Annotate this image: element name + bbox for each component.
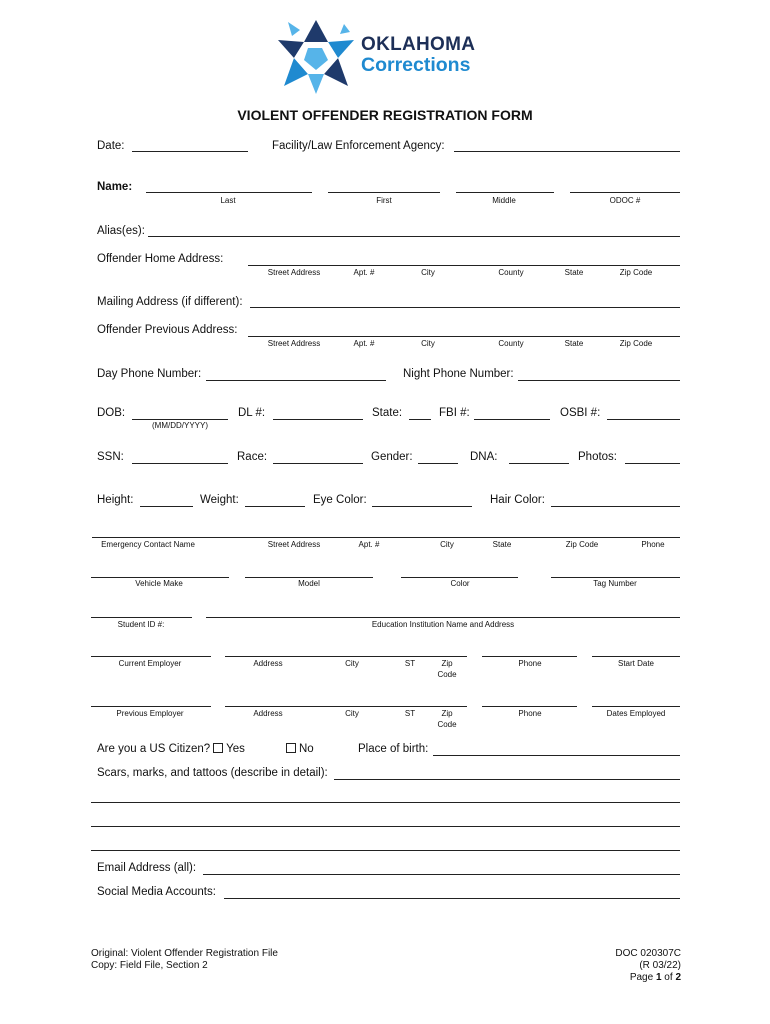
tag-number-caption: Tag Number xyxy=(593,579,637,588)
doc-number: DOC 020307C xyxy=(615,948,681,959)
current-employer-field[interactable] xyxy=(91,656,211,657)
state-caption: State xyxy=(564,339,584,348)
mailing-address-label: Mailing Address (if different): xyxy=(97,296,243,308)
middle-name-field[interactable] xyxy=(456,192,554,193)
hair-color-label: Hair Color: xyxy=(490,494,545,506)
race-field[interactable] xyxy=(273,463,363,464)
no-label: No xyxy=(299,743,314,755)
revision: (R 03/22) xyxy=(639,960,681,971)
student-id-caption: Student ID #: xyxy=(117,620,165,629)
prev-employer-address-caption: Address xyxy=(253,709,283,718)
employer-st-caption: ST xyxy=(404,659,416,668)
osbi-label: OSBI #: xyxy=(560,407,601,419)
home-address-label: Offender Home Address: xyxy=(97,253,224,265)
current-employer-caption: Current Employer xyxy=(118,659,182,668)
yes-checkbox[interactable] xyxy=(213,743,223,753)
dates-employed-caption: Dates Employed xyxy=(606,709,666,718)
prev-employer-code-caption: Code xyxy=(437,720,457,729)
footer-left xyxy=(91,948,278,972)
state-label: State: xyxy=(372,407,403,419)
county-caption: County xyxy=(498,339,524,348)
agency-label: Facility/Law Enforcement Agency: xyxy=(272,140,445,152)
employer-code-caption: Code xyxy=(437,670,457,679)
emergency-zip-caption: Zip Code xyxy=(565,540,599,549)
hair-color-field[interactable] xyxy=(551,506,680,507)
birthplace-label: Place of birth: xyxy=(358,743,429,755)
current-employer-address-field[interactable] xyxy=(225,656,467,657)
previous-employer-address-field[interactable] xyxy=(225,706,467,707)
email-label: Email Address (all): xyxy=(97,862,197,874)
start-date-caption: Start Date xyxy=(617,659,655,668)
dl-label: DL #: xyxy=(238,407,266,419)
day-phone-field[interactable] xyxy=(206,380,386,381)
dob-label: DOB: xyxy=(97,407,126,419)
emergency-name-caption: Emergency Contact Name xyxy=(101,540,195,549)
vehicle-color-field[interactable] xyxy=(401,577,518,578)
dob-field[interactable] xyxy=(132,419,228,420)
gender-label: Gender: xyxy=(371,451,413,463)
education-field[interactable] xyxy=(206,617,680,618)
apt-caption: Apt. # xyxy=(353,339,375,348)
photos-label: Photos: xyxy=(578,451,617,463)
yes-label: Yes xyxy=(226,743,245,755)
scars-field-line-2[interactable] xyxy=(91,802,680,803)
height-label: Height: xyxy=(97,494,134,506)
page-number: Page 1 of 2 xyxy=(629,972,681,983)
county-caption: County xyxy=(498,268,524,277)
ssn-field[interactable] xyxy=(132,463,228,464)
social-media-label: Social Media Accounts: xyxy=(97,886,216,898)
gender-field[interactable] xyxy=(418,463,458,464)
aliases-label: Alias(es): xyxy=(97,225,145,237)
height-field[interactable] xyxy=(140,506,193,507)
date-label: Date: xyxy=(97,140,125,152)
student-id-field[interactable] xyxy=(91,617,192,618)
weight-field[interactable] xyxy=(245,506,305,507)
brand-name-corrections: Corrections xyxy=(361,54,471,76)
birthplace-field[interactable] xyxy=(433,755,680,756)
middle-caption: Middle xyxy=(492,196,516,205)
scars-field-line-1[interactable] xyxy=(334,779,680,780)
vehicle-make-field[interactable] xyxy=(91,577,229,578)
first-caption: First xyxy=(376,196,392,205)
date-field[interactable] xyxy=(132,151,248,152)
footer-right xyxy=(615,948,681,984)
social-media-field[interactable] xyxy=(224,898,680,899)
previous-employer-phone-field[interactable] xyxy=(482,706,577,707)
emergency-contact-field[interactable] xyxy=(92,537,680,538)
oklahoma-corrections-star-logo xyxy=(274,18,358,96)
brand-name-oklahoma: OKLAHOMA xyxy=(361,34,476,55)
fbi-label: FBI #: xyxy=(439,407,470,419)
scars-field-line-3[interactable] xyxy=(91,826,680,827)
odoc-caption: ODOC # xyxy=(609,196,641,205)
odoc-number-field[interactable] xyxy=(570,192,680,193)
vehicle-model-field[interactable] xyxy=(245,577,373,578)
photos-field[interactable] xyxy=(625,463,680,464)
first-name-field[interactable] xyxy=(328,192,440,193)
apt-caption: Apt. # xyxy=(353,268,375,277)
dna-field[interactable] xyxy=(509,463,569,464)
current-employer-phone-field[interactable] xyxy=(482,656,577,657)
email-field[interactable] xyxy=(203,874,680,875)
employer-phone-caption: Phone xyxy=(518,659,542,668)
dates-employed-field[interactable] xyxy=(592,706,680,707)
prev-employer-city-caption: City xyxy=(345,709,359,718)
mailing-address-field[interactable] xyxy=(250,307,680,308)
weight-label: Weight: xyxy=(200,494,239,506)
footer-copy: Copy: Field File, Section 2 xyxy=(91,960,208,971)
race-label: Race: xyxy=(237,451,268,463)
employer-city-caption: City xyxy=(345,659,359,668)
aliases-field[interactable] xyxy=(148,236,680,237)
zip-caption: Zip Code xyxy=(619,268,653,277)
employer-zip-caption: Zip xyxy=(441,659,453,668)
emergency-phone-caption: Phone xyxy=(641,540,665,549)
education-caption: Education Institution Name and Address xyxy=(371,620,515,629)
tag-number-field[interactable] xyxy=(551,577,680,578)
dl-field[interactable] xyxy=(273,419,363,420)
zip-caption: Zip Code xyxy=(619,339,653,348)
vehicle-model-caption: Model xyxy=(298,579,320,588)
day-phone-label: Day Phone Number: xyxy=(97,368,202,380)
vehicle-color-caption: Color xyxy=(450,579,470,588)
agency-field[interactable] xyxy=(454,151,680,152)
city-caption: City xyxy=(421,268,435,277)
form-title: VIOLENT OFFENDER REGISTRATION FORM xyxy=(237,107,533,123)
citizen-label: Are you a US Citizen? xyxy=(97,743,211,755)
prev-employer-st-caption: ST xyxy=(404,709,416,718)
emergency-apt-caption: Apt. # xyxy=(358,540,380,549)
home-address-field[interactable] xyxy=(248,265,680,266)
previous-employer-caption: Previous Employer xyxy=(116,709,184,718)
fbi-field[interactable] xyxy=(474,419,550,420)
citizen-question xyxy=(97,743,245,755)
employer-address-caption: Address xyxy=(253,659,283,668)
night-phone-field[interactable] xyxy=(518,380,680,381)
vehicle-make-caption: Vehicle Make xyxy=(135,579,183,588)
street-caption: Street Address xyxy=(267,339,321,348)
prev-employer-zip-caption: Zip xyxy=(441,709,453,718)
scars-field-line-4[interactable] xyxy=(91,850,680,851)
prev-employer-phone-caption: Phone xyxy=(518,709,542,718)
eye-color-label: Eye Color: xyxy=(313,494,367,506)
footer-original: Original: Violent Offender Registration File xyxy=(91,948,278,959)
last-name-field[interactable] xyxy=(146,192,312,193)
night-phone-label: Night Phone Number: xyxy=(403,368,514,380)
previous-address-field[interactable] xyxy=(248,336,680,337)
state-caption: State xyxy=(564,268,584,277)
eye-color-field[interactable] xyxy=(372,506,472,507)
city-caption: City xyxy=(421,339,435,348)
last-caption: Last xyxy=(220,196,236,205)
ssn-label: SSN: xyxy=(97,451,124,463)
no-checkbox[interactable] xyxy=(286,743,296,753)
scars-label: Scars, marks, and tattoos (describe in detail): xyxy=(97,767,328,779)
start-date-field[interactable] xyxy=(592,656,680,657)
previous-employer-field[interactable] xyxy=(91,706,211,707)
dna-label: DNA: xyxy=(470,451,498,463)
emergency-state-caption: State xyxy=(492,540,512,549)
street-caption: Street Address xyxy=(267,268,321,277)
dl-state-field[interactable] xyxy=(409,419,431,420)
name-label: Name: xyxy=(97,181,133,193)
no-option xyxy=(283,743,314,755)
emergency-city-caption: City xyxy=(440,540,454,549)
osbi-field[interactable] xyxy=(607,419,680,420)
dob-format-caption: (MM/DD/YYYY) xyxy=(152,421,208,430)
emergency-street-caption: Street Address xyxy=(267,540,321,549)
previous-address-label: Offender Previous Address: xyxy=(97,324,238,336)
